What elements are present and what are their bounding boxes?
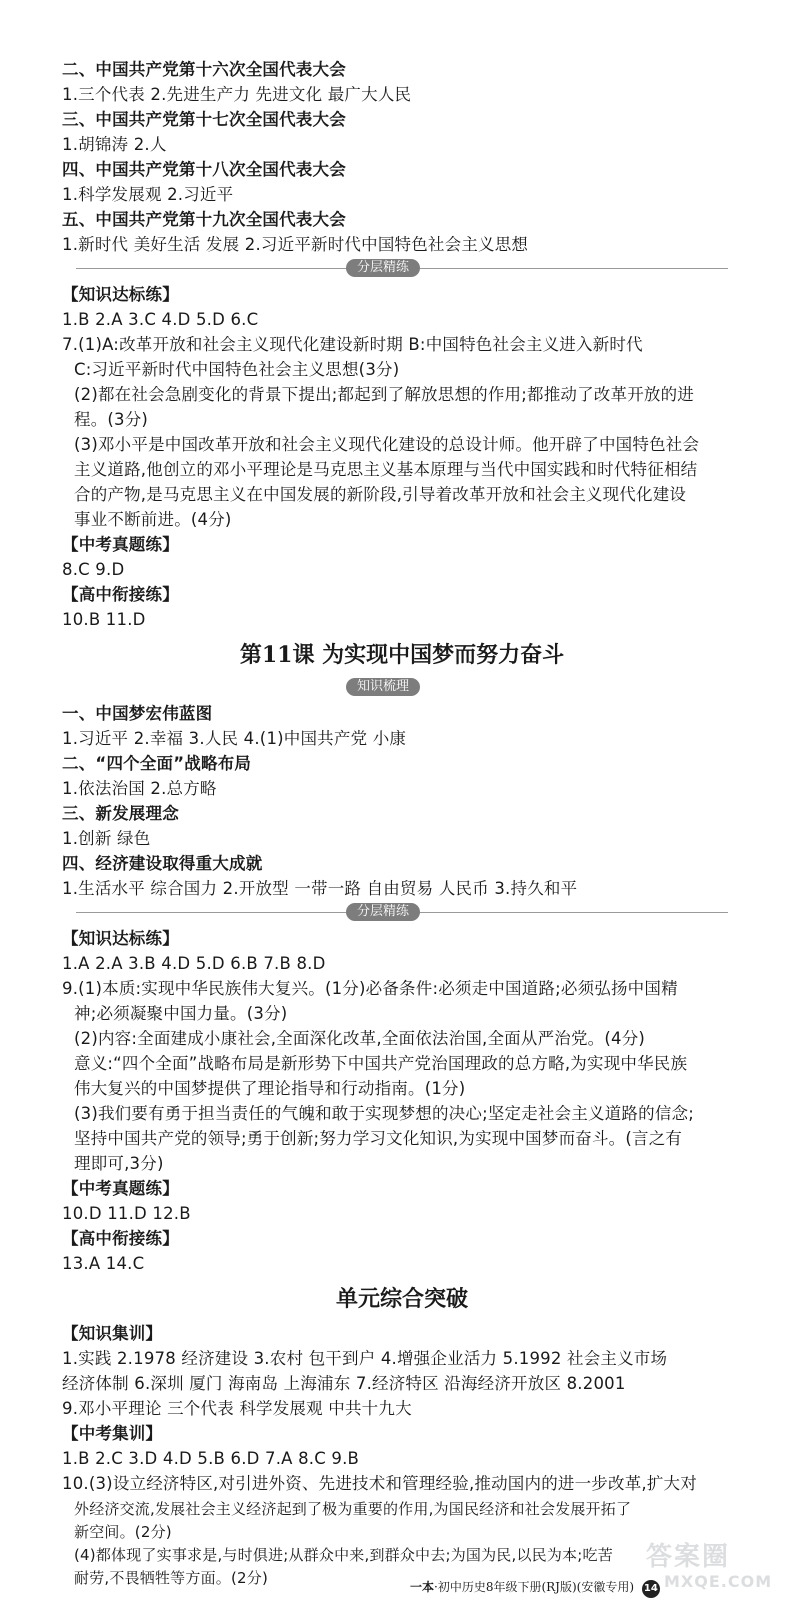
badge-knowledge-review: 知识梳理: [346, 678, 420, 696]
exercise-label: 【知识集训】: [62, 1324, 163, 1343]
answer-line: 1.胡锦涛 2.人: [62, 135, 167, 154]
exercise-label: 【知识达标练】: [62, 929, 179, 948]
answer-line: 新空间。(2分): [74, 1523, 172, 1541]
watermark-url: MXQE.COM: [664, 1572, 773, 1591]
exercise-label: 【高中衔接练】: [62, 585, 179, 604]
page-number-badge: 14: [642, 1580, 660, 1598]
exercise-label: 【知识达标练】: [62, 285, 179, 304]
answer-line: 10.(3)设立经济特区,对引进外资、先进技术和管理经验,推动国内的进一步改革,扩大对: [62, 1474, 697, 1493]
section-heading: 五、中国共产党第十九次全国代表大会: [62, 210, 346, 229]
section-heading: 四、中国共产党第十八次全国代表大会: [62, 160, 346, 179]
footer-text: ·初中历史8年级下册(RJ版)(安徽专用): [434, 1580, 635, 1594]
answer-line: 神;必须凝聚中国力量。(3分): [74, 1004, 288, 1023]
section-heading: 三、新发展理念: [62, 804, 179, 823]
page-footer-bar: [410, 1576, 660, 1598]
answer-line: 8.C 9.D: [62, 560, 125, 579]
answer-line: 经济体制 6.深圳 厦门 海南岛 上海浦东 7.经济特区 沿海经济开放区 8.2001: [62, 1374, 626, 1393]
answer-line: 伟大复兴的中国梦提供了理论指导和行动指南。(1分): [74, 1079, 466, 1098]
exercise-label: 【中考集训】: [62, 1424, 163, 1443]
answer-line: 1.科学发展观 2.习近平: [62, 185, 234, 204]
badge-layered-practice: 分层精练: [346, 259, 420, 277]
answer-line: 10.D 11.D 12.B: [62, 1204, 191, 1223]
answer-line: 1.依法治国 2.总方略: [62, 779, 217, 798]
answer-line: 1.A 2.A 3.B 4.D 5.D 6.B 7.B 8.D: [62, 954, 326, 973]
answer-line: 10.B 11.D: [62, 610, 146, 629]
watermark-text: 答案圈: [646, 1542, 731, 1572]
watermark-logo: [640, 1536, 780, 1596]
answer-line: 1.生活水平 综合国力 2.开放型 一带一路 自由贸易 人民币 3.持久和平: [62, 879, 578, 898]
answer-line: 外经济交流,发展社会主义经济起到了极为重要的作用,为国民经济和社会发展开拓了: [74, 1500, 632, 1518]
section-heading: 二、“四个全面”战略布局: [62, 754, 252, 773]
answer-line: 合的产物,是马克思主义在中国发展的新阶段,引导着改革开放和社会主义现代化建设: [74, 485, 687, 504]
answer-line: (3)我们要有勇于担当责任的气魄和敢于实现梦想的决心;坚定走社会主义道路的信念;: [74, 1104, 694, 1123]
answer-line: 7.(1)A:改革开放和社会主义现代化建设新时期 B:中国特色社会主义进入新时代: [62, 335, 643, 354]
section-heading: 一、中国梦宏伟蓝图: [62, 704, 213, 723]
answer-line: 13.A 14.C: [62, 1254, 145, 1273]
answer-line: 耐劳,不畏牺牲等方面。(2分): [74, 1569, 269, 1587]
answer-line: (2)都在社会急剧变化的背景下提出;都起到了解放思想的作用;都推动了改革开放的进: [74, 385, 694, 404]
answer-line: 程。(3分): [74, 410, 149, 429]
answer-line: 1.习近平 2.幸福 3.人民 4.(1)中国共产党 小康: [62, 729, 407, 748]
answer-line: (2)内容:全面建成小康社会,全面深化改革,全面依法治国,全面从严治党。(4分): [74, 1029, 646, 1048]
answer-line: 1.三个代表 2.先进生产力 先进文化 最广大人民: [62, 85, 412, 104]
lesson-title: 第11课 为实现中国梦而努力奋斗: [239, 642, 565, 668]
answer-line: 9.(1)本质:实现中华民族伟大复兴。(1分)必备条件:必须走中国道路;必须弘扬中国精: [62, 979, 678, 998]
answer-line: 1.B 2.A 3.C 4.D 5.D 6.C: [62, 310, 259, 329]
answer-line: (4)都体现了实事求是,与时俱进;从群众中来,到群众中去;为国为民,以民为本;吃苦: [74, 1546, 613, 1564]
exercise-label: 【中考真题练】: [62, 535, 179, 554]
section-heading: 三、中国共产党第十七次全国代表大会: [62, 110, 346, 129]
answer-line: (3)邓小平是中国改革开放和社会主义现代化建设的总设计师。他开辟了中国特色社会: [74, 435, 700, 454]
answer-line: 1.B 2.C 3.D 4.D 5.B 6.D 7.A 8.C 9.B: [62, 1449, 360, 1468]
answer-line: 1.新时代 美好生活 发展 2.习近平新时代中国特色社会主义思想: [62, 235, 529, 254]
answer-line: 1.实践 2.1978 经济建设 3.农村 包干到户 4.增强企业活力 5.1992 社会主义市场: [62, 1349, 668, 1368]
exercise-label: 【高中衔接练】: [62, 1229, 179, 1248]
answer-line: 1.创新 绿色: [62, 829, 151, 848]
exercise-label: 【中考真题练】: [62, 1179, 179, 1198]
section-heading: 二、中国共产党第十六次全国代表大会: [62, 60, 346, 79]
answer-line: 事业不断前进。(4分): [74, 510, 232, 529]
answer-line: C:习近平新时代中国特色社会主义思想(3分): [74, 360, 400, 379]
unit-title: 单元综合突破: [335, 1286, 468, 1312]
answer-line: 坚持中国共产党的领导;勇于创新;努力学习文化知识,为实现中国梦而奋斗。(言之有: [74, 1129, 683, 1148]
footer-brand: 一本: [410, 1580, 435, 1594]
answer-line: 理即可,3分): [74, 1154, 164, 1173]
badge-layered-practice: 分层精练: [346, 903, 420, 921]
answer-line: 9.邓小平理论 三个代表 科学发展观 中共十九大: [62, 1399, 412, 1418]
answer-line: 主义道路,他创立的邓小平理论是马克思主义基本原理与当代中国实践和时代特征相结: [74, 460, 698, 479]
answer-line: 意义:“四个全面”战略布局是新形势下中国共产党治国理政的总方略,为实现中华民族: [74, 1054, 688, 1073]
section-heading: 四、经济建设取得重大成就: [62, 854, 263, 873]
